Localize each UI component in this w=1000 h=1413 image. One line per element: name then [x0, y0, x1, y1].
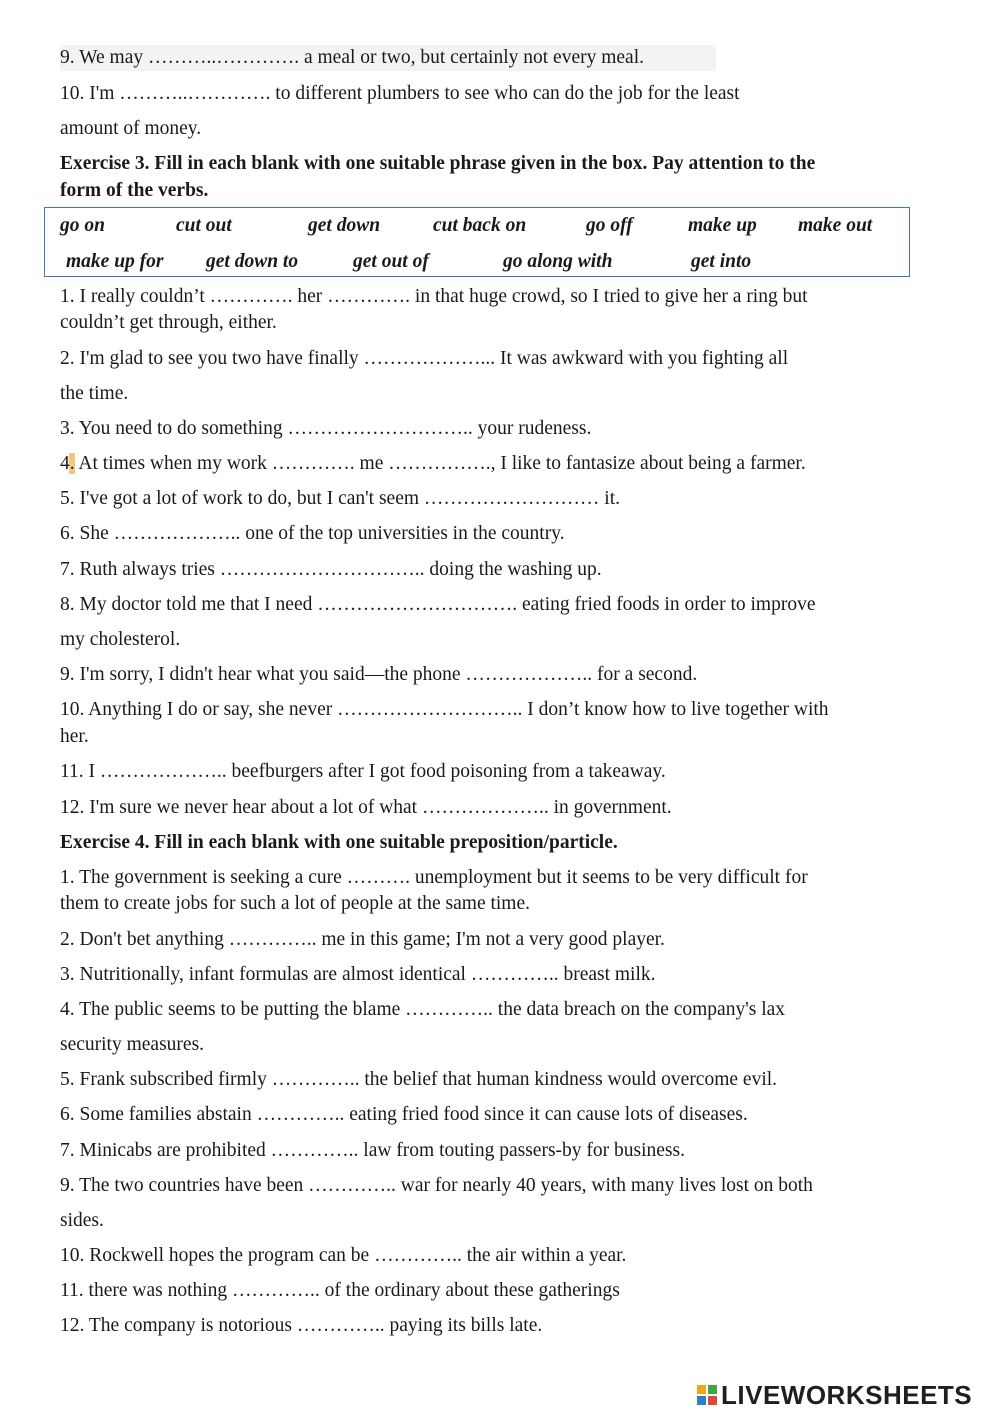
ex3-item-12: 12. I'm sure we never hear about a lot of what ……………….. in government.	[60, 797, 672, 818]
ex3-heading: Exercise 3. Fill in each blank with one suitable phrase given in the box. Pay attention to the	[60, 153, 816, 174]
phrase-get-into: get into	[691, 251, 752, 272]
ex3-item-4	[60, 451, 930, 477]
ex3-item-1: 1. I really couldn’t …………. her …………. in that huge crowd, so I tried to give her a ring but	[60, 286, 808, 307]
ex4-item-5: 5. Frank subscribed firmly ………….. the belief that human kindness would overcome evil.	[60, 1069, 778, 1090]
ex4-item-12: 12. The company is notorious ………….. paying its bills late.	[60, 1315, 543, 1336]
phrase-get-down-to: get down to	[206, 251, 299, 272]
phrase-get-out-of: get out of	[353, 251, 429, 272]
ex4-item-4: 4. The public seems to be putting the blame ………….. the data breach on the company's lax	[60, 999, 786, 1020]
ex4-item-9-cont: sides.	[60, 1210, 104, 1231]
ex3-heading-cont: form of the verbs.	[60, 180, 209, 201]
ex4-item-4-cont: security measures.	[60, 1034, 205, 1055]
ex4-item-6: 6. Some families abstain ………….. eating fried food since it can cause lots of diseases.	[60, 1104, 748, 1125]
ex4-item-7: 7. Minicabs are prohibited ………….. law from touting passers-by for business.	[60, 1140, 685, 1161]
ex4-item-9: 9. The two countries have been ………….. war for nearly 40 years, with many lives lost on both	[60, 1175, 813, 1196]
ex4-item-2: 2. Don't bet anything ………….. me in this game; I'm not a very good player.	[60, 929, 665, 950]
ex2-item-9: 9. We may ………..…………. a meal or two, but certainly not every meal.	[60, 45, 716, 71]
phrase-go-along-with: go along with	[503, 251, 613, 272]
ex4-heading: Exercise 4. Fill in each blank with one suitable preposition/particle.	[60, 832, 618, 853]
ex3-item-9: 9. I'm sorry, I didn't hear what you said—the phone ……………….. for a second.	[60, 664, 698, 685]
phrase-make-up-for: make up for	[66, 251, 164, 272]
ex3-item-7: 7. Ruth always tries ………………………….. doing the washing up.	[60, 559, 602, 580]
ex4-item-1: 1. The government is seeking a cure ………. unemployment but it seems to be very difficult for	[60, 867, 808, 888]
ex4-item-3: 3. Nutritionally, infant formulas are almost identical ………….. breast milk.	[60, 964, 656, 985]
ex3-item-4-text: At times when my work …………. me ……………., I like to fantasize about being a farmer.	[74, 453, 806, 474]
ex3-item-5: 5. I've got a lot of work to do, but I can't seem ……………………… it.	[60, 488, 620, 509]
ex3-item-4-number: 4.	[60, 453, 75, 474]
ex4-item-11: 11. there was nothing ………….. of the ordinary about these gatherings	[60, 1280, 620, 1301]
phrase-go-off: go off	[586, 215, 633, 236]
liveworksheets-logo-icon	[697, 1384, 719, 1406]
ex3-item-1-cont: couldn’t get through, either.	[60, 312, 277, 333]
liveworksheets-wordmark: LIVEWORKSHEETS	[721, 1379, 973, 1410]
ex3-item-6: 6. She ……………….. one of the top universities in the country.	[60, 523, 565, 544]
ex3-item-2-cont: the time.	[60, 383, 129, 404]
ex3-item-3: 3. You need to do something ……………………….. your rudeness.	[60, 418, 592, 439]
ex4-item-10: 10. Rockwell hopes the program can be ………….. the air within a year.	[60, 1245, 627, 1266]
phrase-go-on: go on	[60, 215, 105, 236]
ex3-item-8-cont: my cholesterol.	[60, 629, 181, 650]
ex3-item-10-cont: her.	[60, 726, 89, 747]
ex3-item-11: 11. I ……………….. beefburgers after I got food poisoning from a takeaway.	[60, 761, 666, 782]
phrase-make-out: make out	[798, 215, 873, 236]
liveworksheets-watermark	[697, 1378, 972, 1412]
ex2-item-10-cont: amount of money.	[60, 118, 202, 139]
ex3-item-8: 8. My doctor told me that I need …………………………. eating fried foods in order to improve	[60, 594, 816, 615]
phrase-get-down: get down	[308, 215, 381, 236]
ex3-item-10: 10. Anything I do or say, she never ……………………….. I don’t know how to live together with	[60, 699, 829, 720]
phrase-cut-out: cut out	[176, 215, 232, 236]
ex4-item-1-cont: them to create jobs for such a lot of people at the same time.	[60, 893, 531, 914]
ex3-item-2: 2. I'm glad to see you two have finally ………………... It was awkward with you fighting all	[60, 348, 789, 369]
phrase-make-up: make up	[688, 215, 757, 236]
ex2-item-10: 10. I'm ………..…………. to different plumbers to see who can do the job for the least	[60, 83, 740, 104]
phrase-cut-back-on: cut back on	[433, 215, 527, 236]
